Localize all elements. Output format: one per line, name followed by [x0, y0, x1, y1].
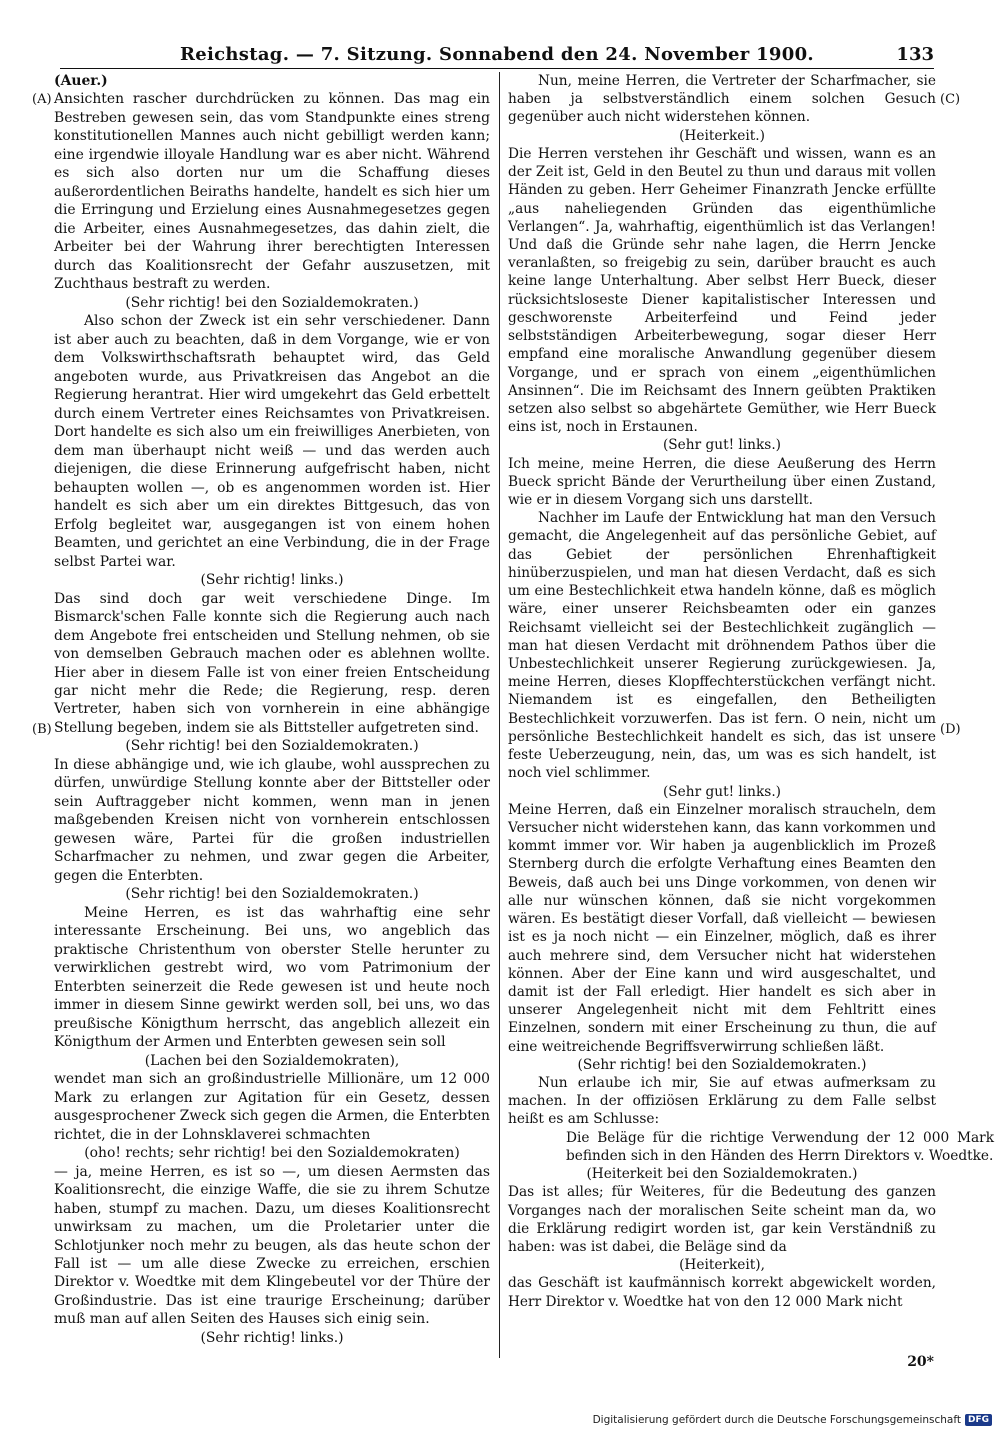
interjection: (Sehr richtig! bei den Sozialdemokraten.) [125, 886, 419, 903]
paragraph: Ansichten rascher durchdrücken zu können. Das mag ein Bestreben gewesen sein, das vom Standpunkte eines streng konstitutionellen Mannes auch nicht gebilligt werden kann; eine irgendwie illoyale Handlung war es aber nicht. Während es sich also dorten nur um die Schaffung dieses außerordentlichen Beiraths handelte, handelt es sich hier um die Erringung und Erzielung eines Ausnahmegesetzes gegen die Arbeiter, eines Ausnahmegesetzes, das dahin zielt, die Arbeiter bei der Wahrung ihrer berechtigten Interessen durch das Koalitionsrecht der Gefahr auszusetzen, mit Zuchthaus bestraft zu werden. [54, 91, 490, 293]
paragraph: — ja, meine Herren, es ist so —, um diesen Aermsten das Koalitionsrecht, die einzige Waffe, die sie zu ihrem Schutze haben, stumpf zu machen. Dazu, um dieses Koalitionsrecht unwirksam zu machen, um die Proletarier unter die Schlotjunker noch mehr zu beugen, als das heute schon der Fall ist — um alle diese Zwecke zu erreichen, erschien Direktor v. Woedtke mit dem Klingebeutel vor der Thüre der Großindustrie. Das ist eine traurige Erscheinung; darüber muß man auf allen Seiten des Hauses sich einig sein. [54, 1163, 490, 1328]
paragraph: Die Herren verstehen ihr Geschäft und wissen, wann es an der Zeit ist, Geld in den Beutel zu thun und daraus mit vollen Händen zu geben. Herr Geheimer Finanzrath Jencke erfüllte „aus naheliegenden Gründen das eigenthümliche Verlangen“. Ja, wahrhaftig, eigenthümlich ist das Verlangen! Und daß die Gründe sehr nahe lagen, die Herrn Jencke veranlaßten, so freigebig zu sein, darüber braucht es auch keine lange Unterhaltung. Aber selbst Herr Bueck, dieser rücksichtsloseste Diener kapitalistischer Interessen und geschworenste Arbeiterfeind und Feind jeder selbstständigen Arbeiterbewegung, sogar dieser Herr empfand eine moralische Anwandlung gegenüber diesem Vorgange, und er sprach von einem „eigenthümlichen Ansinnen“. Die im Reichsamt des Innern geübten Praktiken setzen also selbst so abgehärtete Gemüther, wie Herr Bueck eins ist, noch in Erstaunen. [508, 145, 936, 436]
margin-marker-c: (C) [940, 92, 961, 107]
block-quote: Die Beläge für die richtige Verwendung der 12 000 Mark befinden sich in den Händen des Herrn Direktors v. Woedtke. [566, 1129, 994, 1164]
paragraph: Ich meine, meine Herren, die diese Aeußerung des Herrn Bueck spricht Bände der Verurtheilung über einen Zustand, wie er in diesem Vorgang sich uns darstellt. [508, 455, 936, 509]
interjection: (Heiterkeit), [679, 1257, 765, 1274]
interjection: (Sehr gut! links.) [662, 437, 782, 454]
paragraph: wendet man sich an großindustrielle Millionäre, um 12 000 Mark zu erlangen zur Agitation für ein Gesetz, dessen ausgesprochener Zweck sich gegen die Armen, die Enterbten richtet, die in der Lohnsklaverei schmachten [54, 1071, 490, 1143]
header-title: Reichstag. — 7. Sitzung. Sonnabend den 24. November 1900. [180, 44, 814, 65]
signature-mark: 20* [907, 1354, 934, 1370]
paragraph: Das sind doch gar weit verschiedene Dinge. Im Bismarck'schen Falle konnte sich die Regierung auch nach dem Angebote frei entscheiden und Stellung nehmen, ob sie von demselben Gebrauch machen oder es ablehnen wollte. Hier aber in diesem Falle ist von einer freien Entscheidung gar nicht mehr die Rede; die Regierung, resp. deren Vertreter, haben sich von vornherein in eine abhängige Stellung begeben, indem sie als Bittsteller aufgetreten sind. [54, 590, 490, 736]
page-number: 133 [896, 44, 934, 65]
left-column [54, 72, 490, 1347]
right-column [508, 72, 994, 1311]
interjection: (Lachen bei den Sozialdemokraten), [144, 1052, 400, 1069]
paragraph: Meine Herren, es ist das wahrhaftig eine sehr interessante Erscheinung. Bei uns, wo angeblich das praktische Christenthum von oberster Stelle herunter zu verwirklichen gestrebt wird, wo vom Patrimonium der Enterbten seinerzeit die Rede gewesen ist und heute noch immer in diesem Sinne gewirkt werden soll, bei uns, wo das preußische Königthum herrscht, das angeblich allezeit ein Königthum der Armen und Enterbten gewesen sein soll [54, 904, 490, 1051]
paragraph: Also schon der Zweck ist ein sehr verschiedener. Dann ist aber auch zu beachten, daß in dem Vorgange, wie er von dem Volkswirthschaftsrath behauptet wird, das Geld angeboten wurde, aus Privatkreisen das Angebot an die Regierung herantrat. Hier wird umgekehrt das Geld erbettelt durch einem Vertreter eines Reichsamtes von Privatkreisen. Dort handelte es sich also um ein freiwilliges Anerbieten, von dem man überhaupt nicht weiß — und das werden auch diejenigen, die diese Erinnerung aufgefrischt haben, nicht behaupten wollen —, ob es angenommen worden ist. Hier handelt es sich aber um ein direktes Bittgesuch, das von Erfolg begleitet war, ausgegangen ist von einem hohen Beamten, und gerichtet an eine Verbindung, die in der Frage selbst Partei war. [54, 313, 490, 570]
margin-marker-b: (B) [32, 722, 52, 737]
interjection: (Sehr gut! links.) [662, 783, 782, 800]
interjection: (Sehr richtig! links.) [200, 572, 344, 589]
interjection: (Sehr richtig! bei den Sozialdemokraten.) [125, 738, 419, 755]
interjection: (Heiterkeit bei den Sozialdemokraten.) [586, 1166, 858, 1183]
paragraph: Nun erlaube ich mir, Sie auf etwas aufmerksam zu machen. In der offiziösen Erklärung zu dem Falle selbst heißt es am Schlusse: [508, 1075, 936, 1128]
dfg-logo: DFG [965, 1414, 992, 1426]
paragraph: Nun, meine Herren, die Vertreter der Scharfmacher, sie haben ja selbstverständlich einem solchen Gesuch gegenüber auch nicht widerstehen können. [508, 73, 936, 126]
column-divider [499, 72, 500, 1358]
paragraph: Das ist alles; für Weiteres, für die Bedeutung des ganzen Vorganges nach der moralischen Seite scheint man da, wo die Erklärung redigirt worden ist, gar kein Verständniß zu haben: was ist dabei, die Beläge sind da [508, 1184, 936, 1255]
paragraph: Meine Herren, daß ein Einzelner moralisch straucheln, dem Versucher nicht widerstehen kann, das kann vorkommen und kommt immer vor. Wir haben ja augenblicklich im Prozeß Sternberg durch die erfolgte Verhaftung eines Beamten den Beweis, daß auch bei uns Dinge vorkommen, von denen wir alle nur wünschen können, daß sie nicht vorgekommen wären. Es bestätigt dieser Vorfall, daß vielleicht — bewiesen ist es ja noch nicht — ein Einzelner, möglich, daß es ihrer auch mehrere sind, dem Versucher nicht hat widerstehen können. Aber der Eine kann und wird ausgeschaltet, und damit ist der Fall erledigt. Hier handelt es sich aber in unserer Angelegenheit nicht mit dem Fehltritt eines Einzelnen, sondern mit einer Erscheinung zu thun, die auf eine weitreichende Begriffsverwirrung schließen läßt. [508, 801, 936, 1055]
interjection: (oho! rechts; sehr richtig! bei den Sozialdemokraten) [84, 1145, 460, 1162]
interjection: (Sehr richtig! bei den Sozialdemokraten.) [125, 294, 419, 311]
margin-marker-d: (D) [940, 722, 961, 737]
interjection: (Sehr richtig! links.) [200, 1329, 344, 1346]
footer-credit [593, 1414, 992, 1426]
interjection: (Sehr richtig! bei den Sozialdemokraten.) [577, 1056, 867, 1073]
interjection: (Heiterkeit.) [679, 127, 765, 144]
speaker-name: (Auer.) [54, 73, 108, 89]
paragraph: das Geschäft ist kaufmännisch korrekt abgewickelt worden, Herr Direktor v. Woedtke hat von den 12 000 Mark nicht [508, 1275, 936, 1310]
page-header [60, 44, 934, 69]
paragraph: In diese abhängige und, wie ich glaube, wohl aussprechen zu dürfen, unwürdige Stellung konnte aber der Bittsteller oder sein Auftraggeber nicht kommen, wenn man in jenen maßgebenden Kreisen nicht von vornherein entschlossen gewesen wäre, Partei für die großen industriellen Scharfmacher zu nehmen, und zwar gegen die Arbeiter, gegen die Enterbten. [54, 756, 490, 884]
footer-text: Digitalisierung gefördert durch die Deutsche Forschungsgemeinschaft [592, 1414, 961, 1426]
margin-marker-a: (A) [32, 92, 52, 107]
paragraph: Nachher im Laufe der Entwicklung hat man den Versuch gemacht, die Angelegenheit auf das persönliche Gebiet, auf das Gebiet der persönlichen Ehrenhaftigkeit hinüberzuspielen, und man hat diesen Verdacht, daß es sich um eine Bestechlichkeit etwa handeln könne, daß es möglich wäre, einer unserer Reichsbeamten oder ein ganzes Reichsamt vielleicht sei der Bestechlichkeit zugänglich — man hat diesen Verdacht mit dröhnendem Pathos über die Unbestechlichkeit unserer Regierung zurückgewiesen. Ja, meine Herren, dieses Klopffechterstückchen verfängt nicht. Niemandem ist es eingefallen, den Betheiligten Bestechlichkeit vorzuwerfen. Das ist fern. O nein, nicht um persönliche Bestechlichkeit handelt es sich, das ist unsere feste Ueberzeugung, nein, das, um was es sich handelt, ist noch viel schlimmer. [508, 510, 936, 782]
